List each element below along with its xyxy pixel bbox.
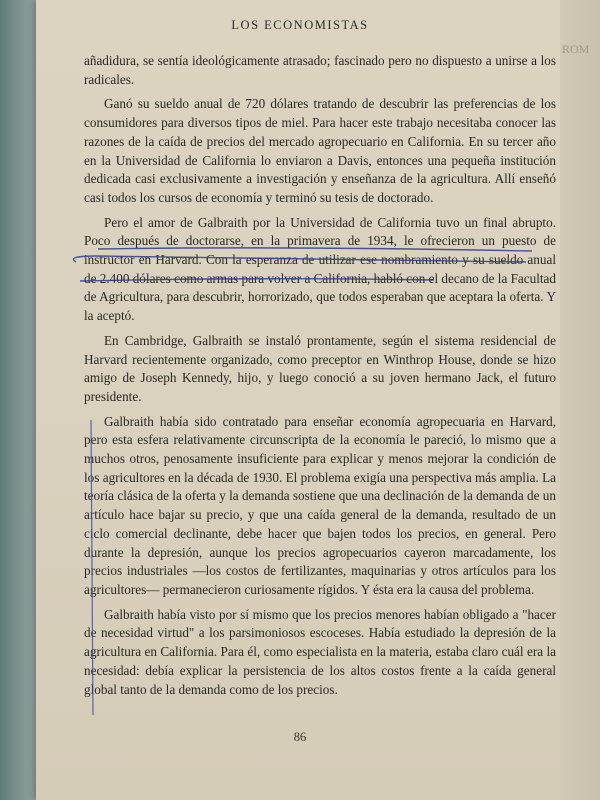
paragraph-2: Ganó su sueldo anual de 720 dólares tratando de descubrir las preferencias de los consumidores para diversos tipos de miel. Para hacer este trabajo necesitaba conocer las razones de la caída de precios del mercado agropecuario en California. En su tercer año en la Universidad de California lo enviaron a Davis, entonces una pequeña institución dedicada casi exclusivamente a investigación y enseñanza de la agricultura. Allí enseñó casi todos los cursos de economía y terminó su tesis de doctorado.	[84, 96, 556, 205]
paragraph-4: En Cambridge, Galbraith se instaló prontamente, según el sistema residencial de Harvard recientemente organizado, como preceptor en Winthrop House, donde se hizo amigo de Joseph Kennedy, hijo, y luego conoció a su joven hermano Jack, el futuro presidente.	[84, 332, 556, 404]
paragraph-6: Galbraith había visto por sí mismo que los precios menores habían obligado a "hacer de necesidad virtud" a los parsimoniosos escoceses. Había estudiado la depresión de la agricultura en California. Para él, como especialista en la materia, estaba claro cuál era la necesidad: debía explicar la persistencia de los altos costos frente a la caída general global tanto de la demanda como de los precios.	[84, 606, 556, 697]
paragraph-3: Pero el amor de Galbraith por la Universidad de California tuvo un final abrupto. Poco después de doctorarse, en la primavera de 1934, le ofrecieron un puesto de instructor en Harvard. Con la esperanza de utilizar ese nombramiento y su sueldo anual de 2.400 dólares como armas para volver a California, habló con el decano de la Facultad de Agricultura, para descubrir, horrorizado, que todos esperaban que aceptara la oferta. Y la aceptó.	[84, 214, 557, 324]
facing-page-edge	[560, 0, 600, 800]
book-page	[36, 0, 564, 800]
paragraph-1: añadidura, se sentía ideológicamente atrasado; fascinado pero no dispuesto a unirse a los radicales.	[84, 53, 556, 87]
running-header: LOS ECONOMISTAS	[231, 18, 369, 32]
page-number: 86	[293, 730, 307, 744]
body-text	[84, 52, 556, 705]
paragraph-5: Galbraith había sido contratado para enseñar economía agropecuaria en Harvard, pero esta esfera relativamente circunscripta de la economía le pareció, lo mismo que a muchos otros, penosamente insuficiente para explicar y menos mejorar la condición de los agricultores en la década de 1930. El problema exigía una perspectiva más amplia. La teoría clásica de la oferta y la demanda sostiene que una declinación de la demanda de un artículo hace bajar su precio, y que una caída general de la demanda, resultado de un ciclo comercial declinante, debe hacer que bajen todos los precios, en general. Pero durante la depresión, aunque los precios agropecuarios cayeron marcadamente, los precios industriales —los costos de fertilizantes, maquinarias y otros artículos para los agricultores— permanecieron curiosamente rígidos. Y ésta era la causa del problema.	[84, 413, 556, 597]
facing-page-fragment: ROM	[562, 42, 590, 56]
